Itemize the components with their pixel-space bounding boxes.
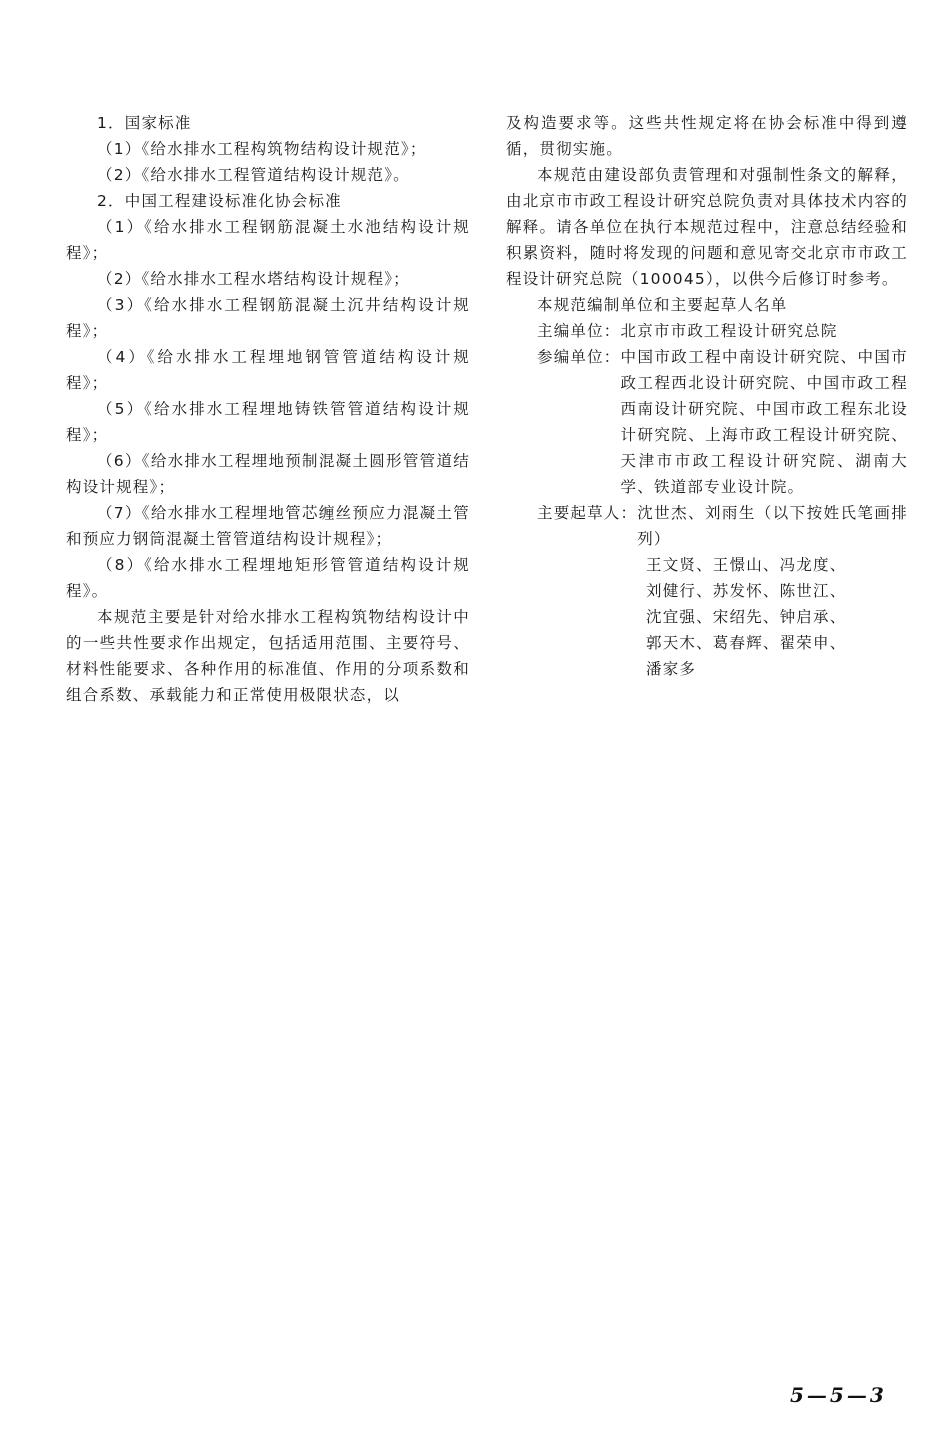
national-standard-item-2: （2）《给水排水工程管道结构设计规范》。	[97, 166, 410, 184]
association-standard-item-1: （1）《给水排水工程钢筋混凝土水池结构设计规程》；	[66, 218, 470, 262]
association-standard-item-8: （8）《给水排水工程埋地矩形管管道结构设计规程》。	[66, 556, 470, 600]
association-standard-item-2: （2）《给水排水工程水塔结构设计规程》；	[97, 270, 410, 288]
drafters-row	[506, 500, 908, 552]
right-column	[506, 110, 908, 682]
credits-title: 本规范编制单位和主要起草人名单	[537, 296, 788, 314]
association-standard-item-6: （6）《给水排水工程埋地预制混凝土圆形管管道结构设计规程》；	[66, 452, 470, 496]
association-standards-heading: 2．中国工程建设标准化协会标准	[97, 192, 342, 210]
drafters-label: 主要起草人：	[537, 504, 638, 522]
association-standard-item-4: （4）《给水排水工程埋地钢管管道结构设计规程》；	[66, 348, 470, 392]
left-column	[66, 110, 470, 708]
drafter-line: 王文贤、王憬山、冯龙度、	[646, 556, 847, 574]
summary-paragraph-start: 本规范主要是针对给水排水工程构筑物结构设计中的一些共性要求作出规定，包括适用范围、主要符号、材料性能要求、各种作用的标准值、作用的分项系数和组合系数、承载能力和正常使用极限状态，以	[66, 608, 470, 704]
association-standard-item-3: （3）《给水排水工程钢筋混凝土沉井结构设计规程》；	[66, 296, 470, 340]
association-standard-item-7: （7）《给水排水工程埋地管芯缠丝预应力混凝土管和预应力钢筒混凝土管管道结构设计规程》；	[66, 504, 470, 548]
drafter-line: 刘健行、苏发怀、陈世江、	[646, 582, 847, 600]
participants-row	[506, 344, 908, 500]
page-number: 5—5—3	[790, 1383, 887, 1407]
association-standard-item-5: （5）《给水排水工程埋地铸铁管管道结构设计规程》；	[66, 400, 470, 444]
drafter-line: 郭天木、葛春辉、翟荣申、	[646, 634, 847, 652]
drafter-name-list	[506, 552, 908, 682]
national-standard-item-1: （1）《给水排水工程构筑物结构设计规范》；	[97, 140, 427, 158]
summary-paragraph-end: 及构造要求等。这些共性规定将在协会标准中得到遵循，贯彻实施。	[506, 114, 908, 158]
drafter-line: 沈宜强、宋绍先、钟启承、	[646, 608, 847, 626]
chief-editor-row	[506, 318, 908, 344]
national-standards-heading: 1．国家标准	[97, 114, 192, 132]
chief-editor-value: 北京市市政工程设计研究总院	[620, 322, 838, 340]
management-paragraph: 本规范由建设部负责管理和对强制性条文的解释，由北京市市政工程设计研究总院负责对具体技术内容的解释。请各单位在执行本规范过程中，注意总结经验和积累资料，随时将发现的问题和意见寄交北京市市政工程设计研究总院（100045），以供今后修订时参考。	[506, 166, 908, 288]
chief-editor-label: 主编单位：	[537, 322, 621, 340]
participants-value: 中国市政工程中南设计研究院、中国市政工程西北设计研究院、中国市政工程西南设计研究院、中国市政工程东北设计研究院、上海市政工程设计研究院、天津市市政工程设计研究院、湖南大学、铁道部专业设计院。	[620, 348, 908, 496]
drafter-line: 潘家多	[646, 660, 697, 678]
drafters-value: 沈世杰、刘雨生（以下按姓氏笔画排列）	[637, 504, 908, 548]
participants-label: 参编单位：	[537, 348, 621, 366]
